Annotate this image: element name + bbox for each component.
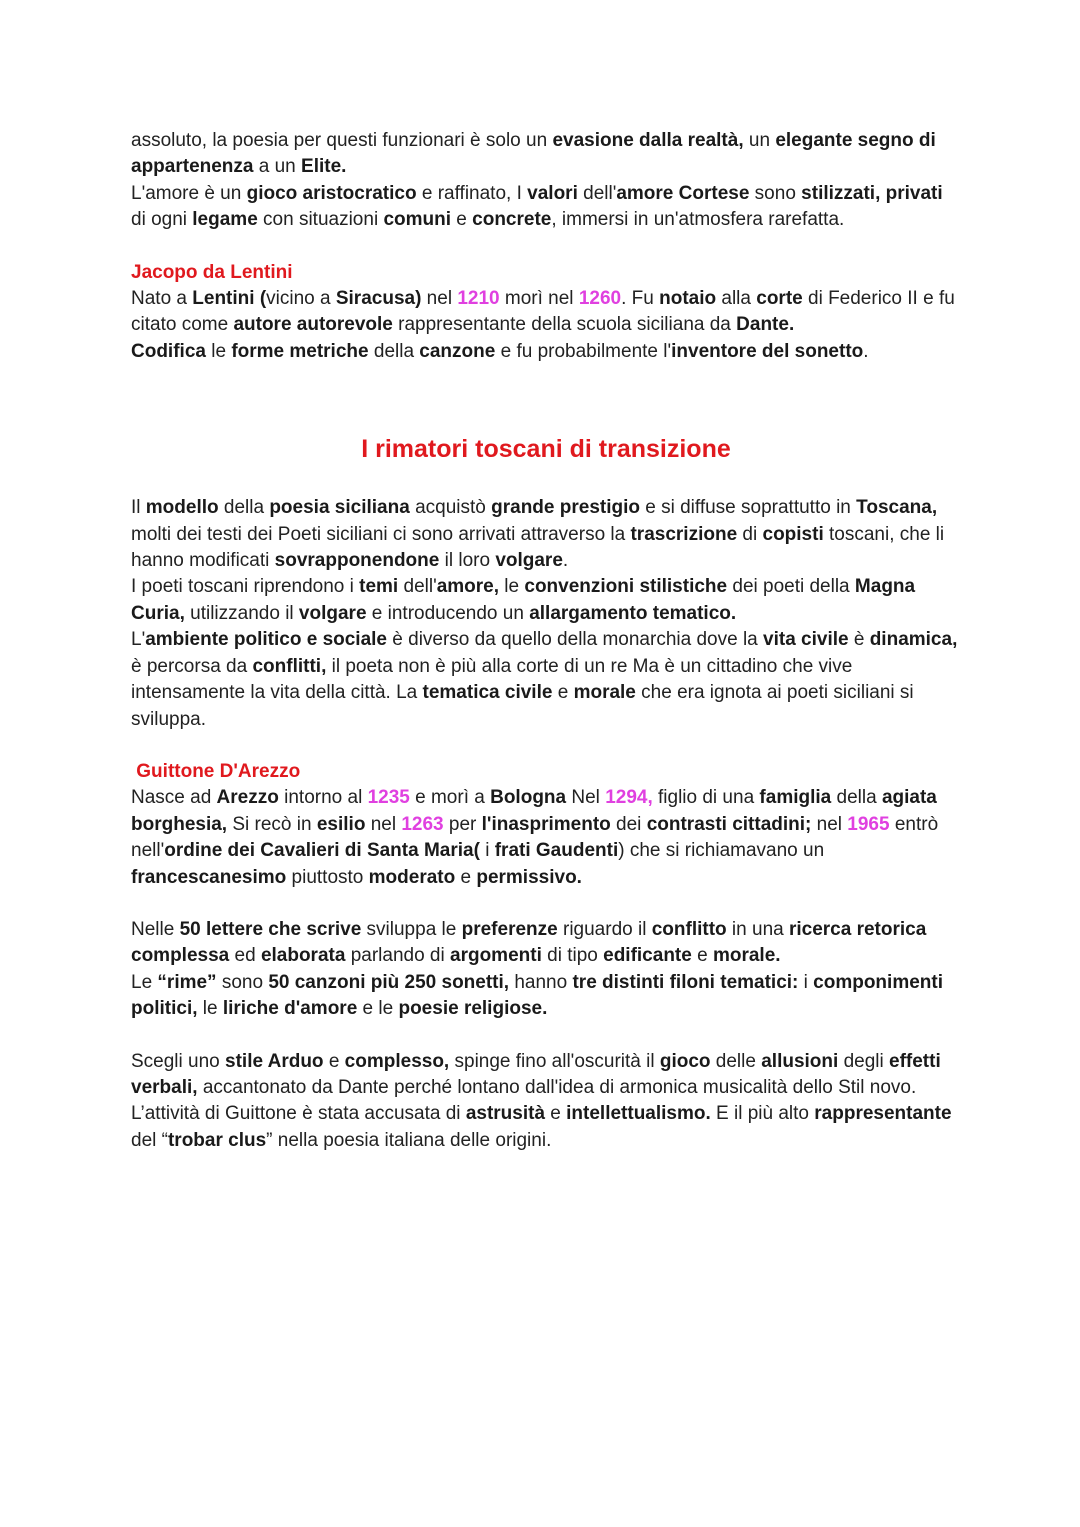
heading-guittone-d-arezzo: Guittone D'Arezzo	[131, 760, 301, 782]
year-highlight: 1235	[367, 787, 410, 809]
document-page	[131, 128, 961, 1154]
year-highlight: 1263	[401, 813, 444, 835]
paragraph-courtly-love: assoluto, la poesia per questi funzionari è solo un evasione dalla realtà, un elegante segno di appartenenza a un Elite. L'amore è un gioco aristocratico e raffinato, I valori dell'amore Cortese sono stilizzati, privati di ogni legame con situazioni comuni e concrete, immersi in un'atmosfera rarefatta.	[131, 130, 943, 231]
year-highlight: 1965	[847, 813, 890, 835]
paragraph-guittone-letters: Nelle 50 lettere che scrive sviluppa le preferenze riguardo il conflitto in una ricerca retorica complessa ed elaborata parlando di argomenti di tipo edificante e morale. Le “rime” sono 50 canzoni più 250 sonetti, hanno tre distinti filoni tematici: i componimenti politici, le liriche d'amore e le poesie religiose.	[131, 918, 943, 1020]
section-title: I rimatori toscani di transizione	[361, 435, 731, 464]
heading-jacopo-da-lentini: Jacopo da Lentini	[131, 261, 293, 283]
paragraph-jacopo-bio: Nato a Lentini (vicino a Siracusa) nel 1210 morì nel 1260. Fu notaio alla corte di Federico II e fu citato come autore autorevole rappresentante della scuola siciliana da Dante. Codifica le forme metriche della canzone e fu probabilmente l'inventore del sonetto.	[131, 288, 955, 362]
paragraph-tuscan-poets: Il modello della poesia siciliana acquistò grande prestigio e si diffuse soprattutto in Toscana, molti dei testi dei Poeti siciliani ci sono arrivati attraverso la trascrizione di copisti toscani, che li hanno modificati sovrapponendone il loro volgare. I poeti toscani riprendono i temi dell'amore, le convenzioni stilistiche dei poeti della Magna Curia, utilizzando il volgare e introducendo un allargamento tematico. L'ambiente politico e sociale è diverso da quello della monarchia dove la vita civile è dinamica, è percorsa da conflitti, il poeta non è più alla corte di un re Ma è un cittadino che vive intensamente la vita della città. La tematica civile e morale che era ignota ai poeti siciliani si sviluppa.	[131, 497, 958, 730]
paragraph-guittone-bio: Nasce ad Arezzo intorno al 1235 e morì a Bologna Nel 1294, figlio di una famiglia della agiata borghesia, Si recò in esilio nel 1263 per l'inasprimento dei contrasti cittadini; nel 1965 entrò nell'ordine dei Cavalieri di Santa Maria( i frati Gaudenti) che si richiamavano un francescanesimo piuttosto moderato e permissivo.	[131, 787, 939, 888]
year-highlight: 1210	[457, 288, 500, 310]
year-highlight: 1260	[578, 288, 622, 310]
year-highlight: 1294,	[605, 787, 653, 809]
paragraph-guittone-style: Scegli uno stile Arduo e complesso, spinge fino all'oscurità il gioco delle allusioni degli effetti verbali, accantonato da Dante perché lontano dall'idea di armonica musicalità dello Stil novo. L’attività di Guittone è stata accusata di astrusità e intellettualismo. E il più alto rappresentante del “trobar clus” nella poesia italiana delle origini.	[131, 1050, 952, 1151]
